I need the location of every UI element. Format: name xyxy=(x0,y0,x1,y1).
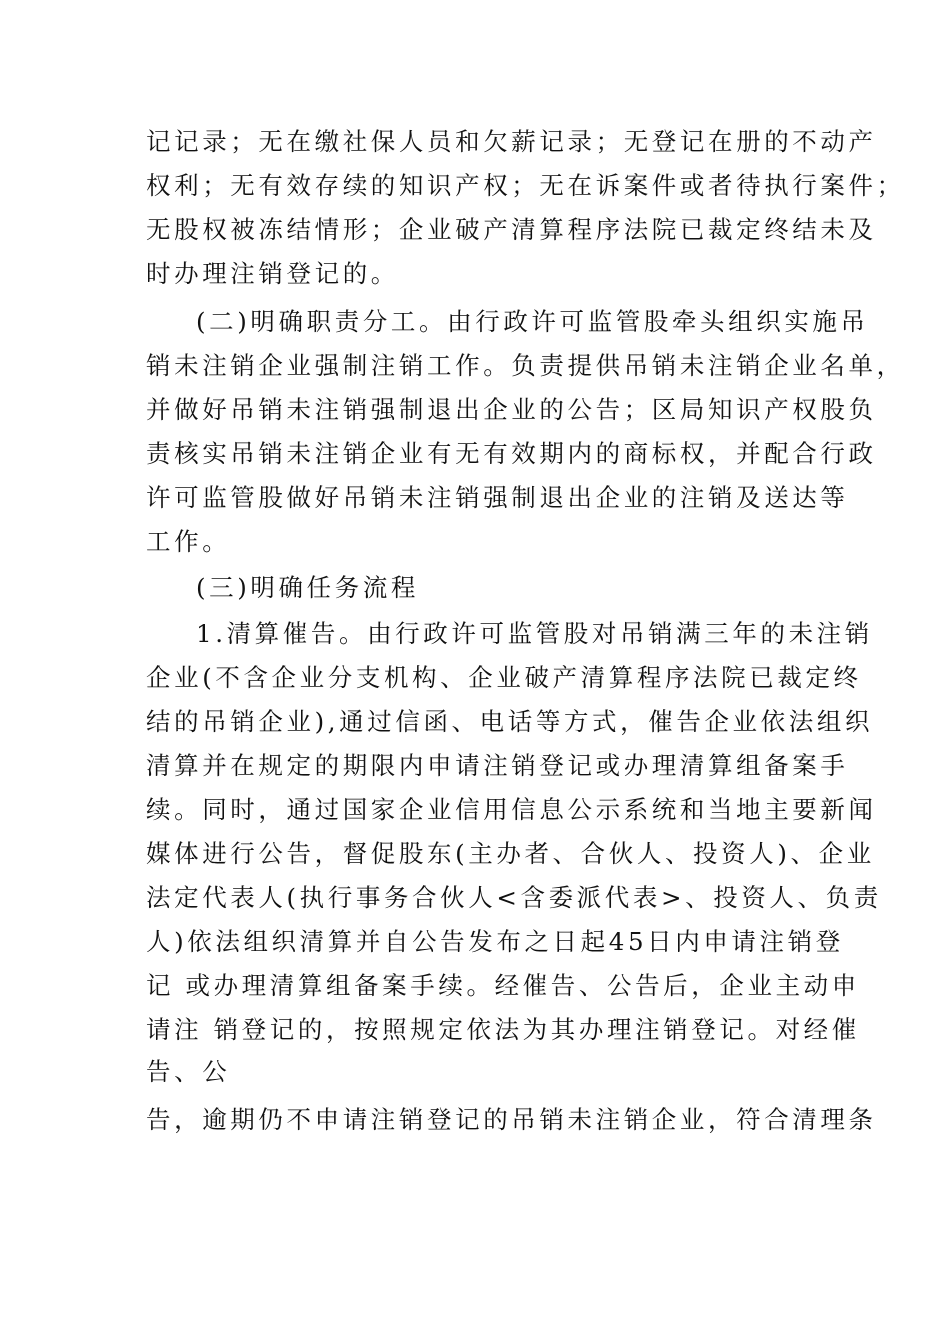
text-line: 时办理注销登记的。 xyxy=(146,259,399,288)
text-line: 法定代表人(执行事务合伙人<含委派代表>、投资人、负责 xyxy=(146,883,882,912)
paragraph-item-1: 1.清算催告。由行政许可监管股对吊销满三年的未注销 xyxy=(196,619,873,648)
text-line: 工作。 xyxy=(146,527,231,556)
paragraph-heading-3: (三)明确任务流程 xyxy=(196,573,420,602)
text-line: 请注 销登记的，按照规定依法为其办理注销登记。对经催 xyxy=(146,1015,860,1044)
text-line: 企业(不含企业分支机构、企业破产清算程序法院已裁定终 xyxy=(146,663,862,692)
text-line: 告、公 xyxy=(146,1057,231,1086)
text-line: 人)依法组织清算并自公告发布之日起45日内申请注销登 xyxy=(146,927,844,956)
text-line: 续。同时，通过国家企业信用信息公示系统和当地主要新闻 xyxy=(146,795,877,824)
text-line: 并做好吊销未注销强制退出企业的公告；区局知识产权股负 xyxy=(146,395,877,424)
text-line: 销未注销企业强制注销工作。负责提供吊销未注销企业名单， xyxy=(146,351,905,380)
text-line: 责核实吊销未注销企业有无有效期内的商标权，并配合行政 xyxy=(146,439,877,468)
text-line: 记 或办理清算组备案手续。经催告、公告后，企业主动申 xyxy=(146,971,860,1000)
text-line: 结的吊销企业),通过信函、电话等方式，催告企业依法组织 xyxy=(146,707,874,736)
text-line: 记记录；无在缴社保人员和欠薪记录；无登记在册的不动产 xyxy=(146,127,877,156)
paragraph-heading-2: (二)明确职责分工。由行政许可监管股牵头组织实施吊 xyxy=(196,307,869,336)
text-line: 媒体进行公告，督促股东(主办者、合伙人、投资人)、企业 xyxy=(146,839,875,868)
text-line: 无股权被冻结情形；企业破产清算程序法院已裁定终结未及 xyxy=(146,215,877,244)
text-line: 权利；无有效存续的知识产权；无在诉案件或者待执行案件； xyxy=(146,171,905,200)
text-line: 告，逾期仍不申请注销登记的吊销未注销企业，符合清理条 xyxy=(146,1105,877,1134)
text-line: 许可监管股做好吊销未注销强制退出企业的注销及送达等 xyxy=(146,483,849,512)
text-line: 清算并在规定的期限内申请注销登记或办理清算组备案手 xyxy=(146,751,849,780)
